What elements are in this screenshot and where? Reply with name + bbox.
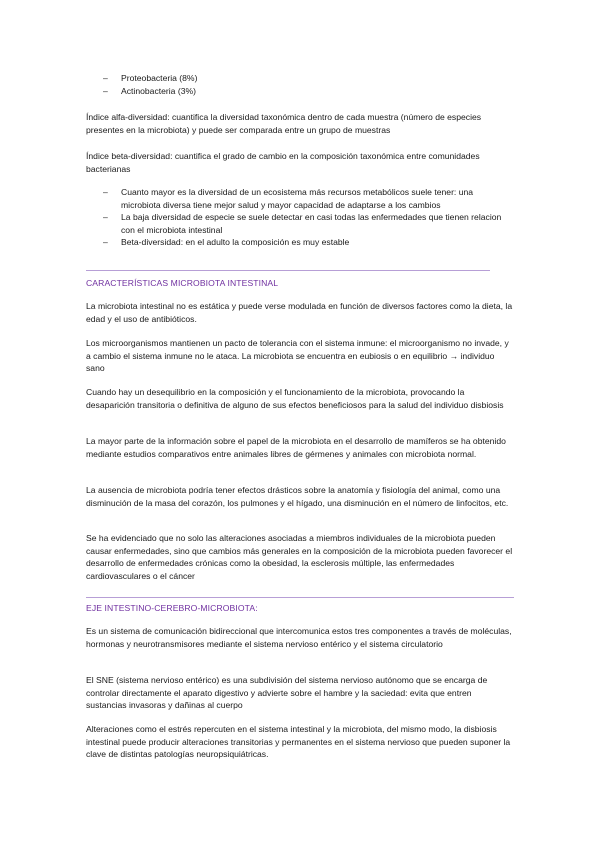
paragraph: Alteraciones como el estrés repercuten en el sistema intestinal y la microbiota, del mismo modo, la disbiosis intestinal puede producir alteraciones transitorias y permanentes en el sistema nervioso que pueden suponer la clave de distintas patologías neuropsiquiátricas. xyxy=(86,724,511,759)
list-item xyxy=(103,211,515,236)
bacteria-list xyxy=(103,72,515,97)
paragraph: Cuando hay un desequilibrio en la composición y el funcionamiento de la microbiota, provocando la desaparición transitoria o definitiva de alguno de sus efectos beneficiosos para la salud del individuo disbiosis xyxy=(86,387,504,410)
list-item-text: Actinobacteria (3%) xyxy=(121,85,196,96)
diversity-list xyxy=(103,186,515,249)
beta-diversity-paragraph: Índice beta-diversidad: cuantifica el grado de cambio en la composición taxonómica entre comunidades bacterianas xyxy=(86,151,480,174)
paragraph: El SNE (sistema nervioso entérico) es una subdivisión del sistema nervioso autónomo que se encarga de controlar directamente el aparato digestivo y advierte sobre el hambre y la saciedad: evita que entren sustancias invasoras y dañinas al cuerpo xyxy=(86,675,488,710)
paragraph: La mayor parte de la información sobre el papel de la microbiota en el desarrollo de mamíferos se ha obtenido mediante estudios comparativos entre animales libres de gérmenes y animales con microbiota normal. xyxy=(86,436,506,459)
list-item xyxy=(103,85,515,98)
paragraph: Los microorganismos mantienen un pacto de tolerancia con el sistema inmune: el microorganismo no invade, y a cambio el sistema inmune no le ataca. La microbiota se encuentra en eubiosis o en equilibrio → individuo sano xyxy=(86,338,509,373)
list-item-text: Proteobacteria (8%) xyxy=(121,73,198,83)
section-divider xyxy=(86,597,514,598)
list-item xyxy=(103,236,515,249)
list-item-text: Cuanto mayor es la diversidad de un ecosistema más recursos metabólicos suele tener: una microbiota diversa tiene mejor salud y mayor capacidad de adaptarse a los cambios xyxy=(121,187,474,210)
list-dash: – xyxy=(103,237,108,247)
list-item-text: La baja diversidad de especie se suele detectar en casi todas las enfermedades que tienen relacion con el microbiota intestinal xyxy=(121,212,502,235)
paragraph: La microbiota intestinal no es estática y puede verse modulada en función de diversos factores como la dieta, la edad y el uso de antibióticos. xyxy=(86,301,513,324)
list-item-text: Beta-diversidad: en el adulto la composición es muy estable xyxy=(121,237,350,247)
section-heading: CARACTERÍSTICAS MICROBIOTA INTESTINAL xyxy=(86,278,279,288)
list-item xyxy=(103,72,515,85)
alpha-diversity-paragraph: Índice alfa-diversidad: cuantifica la diversidad taxonómica dentro de cada muestra (número de especies presentes en la microbiota) y puede ser comparada entre un grupo de muestras xyxy=(86,112,482,135)
list-item xyxy=(103,186,515,211)
list-dash: – xyxy=(103,187,108,197)
paragraph: Es un sistema de comunicación bidireccional que intercomunica estos tres componentes a través de moléculas, hormonas y neurotransmisores mediante el sistema nervioso entérico y el sistema circulatorio xyxy=(86,626,512,649)
paragraph: Se ha evidenciado que no solo las alteraciones asociadas a miembros individuales de la microbiota pueden causar enfermedades, sino que cambios más generales en la composición de la microbiota pueden favorecer el desarrollo de enfermedades crónicas como la obesidad, la esclerosis múltiple, las enfermedades cardiovasculares o el cáncer xyxy=(86,533,513,581)
section-divider xyxy=(86,270,490,271)
paragraph: La ausencia de microbiota podría tener efectos drásticos sobre la anatomía y fisiología del animal, como una disminución de la masa del corazón, los pulmones y el hígado, una disminución en el número de linfocitos, etc. xyxy=(86,485,509,508)
section-heading: EJE INTESTINO-CEREBRO-MICROBIOTA: xyxy=(86,603,258,613)
list-dash: – xyxy=(103,73,108,83)
list-dash: – xyxy=(103,212,108,222)
list-dash: – xyxy=(103,85,108,96)
